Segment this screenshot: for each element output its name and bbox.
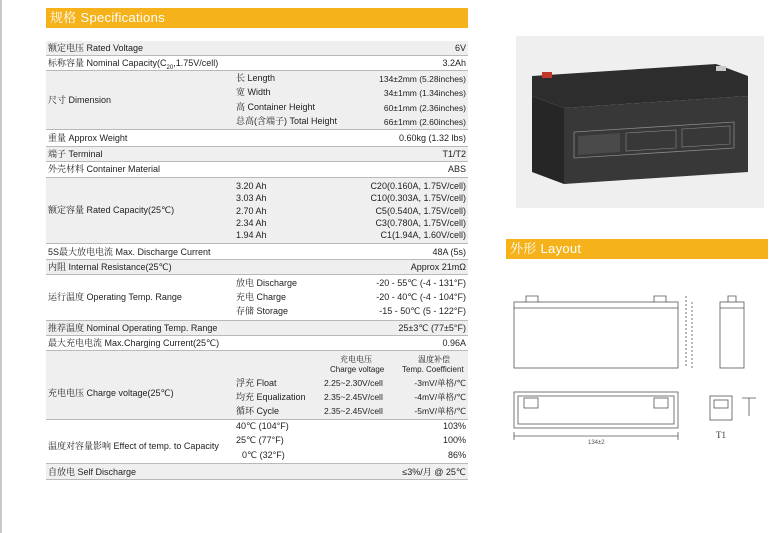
dimension-item-name: 总高(含端子) Total Height [236,116,338,126]
nominal-temp-value: 25±3℃ (77±5°F) [398,323,466,333]
rated-capacity-item-name: 2.34 Ah [236,218,267,228]
charge-mode-coef: -5mV/单格/℃ [414,406,466,416]
temp-coef-col-head-cn: 温度补偿 [418,355,450,364]
rated-capacity-item-name: 1.94 Ah [236,230,267,240]
rated-capacity-item-name: 2.70 Ah [236,206,267,216]
row-nominal-operating-temp [46,321,468,336]
temp-effect-item-value: 100% [442,435,466,445]
operating-temp-item-value: -20 - 40℃ (-4 - 104°F) [376,292,466,302]
charge-voltage-label: 充电电压 Charge voltage(25℃) [48,388,174,398]
left-margin-rule [0,0,2,533]
row-terminal [46,147,468,162]
temp-effect-item-value: 86% [447,450,466,460]
charge-mode-name: 循环 Cycle [236,406,280,416]
charge-mode-name: 浮充 Float [236,378,277,388]
row-max-discharge [46,244,468,260]
operating-temp-item-name: 放电 Discharge [236,278,298,288]
row-charge-voltage [46,351,468,420]
weight-label: 重量 Approx Weight [48,133,128,143]
row-rated-voltage [46,41,468,56]
length-dimension-label: 134±2 [588,440,605,446]
max-charging-value: 0.96A [442,338,466,348]
rated-capacity-item-name: 3.20 Ah [236,181,267,191]
nominal-capacity-label-a: 标称容量 Nominal Capacity(C [48,58,167,68]
row-self-discharge [46,464,468,480]
charge-mode-voltage: 2.25~2.30V/cell [324,378,383,388]
temp-effect-item-name: 40℃ (104°F) [236,421,289,431]
temp-effect-label: 温度对容量影响 Effect of temp. to Capacity [48,441,219,451]
charge-mode-name: 均充 Equalization [236,392,306,402]
row-max-charging [46,336,468,351]
temp-effect-item-name: 0℃ (32°F) [242,450,285,460]
dimension-item-value: 134±2mm (5.28inches) [379,74,466,84]
row-nominal-capacity [46,56,468,71]
dimension-item-value: 66±1mm (2.60inches) [383,117,466,127]
battery-illustration [516,36,764,208]
rated-capacity-item-value: C5(0.540A, 1.75V/cell) [375,206,466,216]
nominal-capacity-value: 3.2Ah [442,58,466,68]
row-rated-capacity [46,178,468,244]
rated-capacity-item-value: C1(1.94A, 1.60V/cell) [380,230,466,240]
temp-coef-col-head-en: Temp. Coefficient [402,365,464,374]
operating-temp-item-value: -15 - 50℃ (5 - 122°F) [379,306,466,316]
container-value: ABS [447,164,466,174]
nominal-capacity-label-sub: 20 [166,64,174,71]
nominal-temp-label: 推荐温度 Nominal Operating Temp. Range [48,323,218,333]
charge-mode-coef: -3mV/单格/℃ [414,378,466,388]
specifications-header: 规格 Specifications [46,8,468,28]
rated-capacity-label: 额定容量 Rated Capacity(25℃) [48,205,175,215]
rated-voltage-value: 6V [454,43,466,53]
internal-resistance-label: 内阻 Internal Resistance(25℃) [48,262,172,272]
terminal-value: T1/T2 [442,149,466,159]
temp-effect-item-value: 103% [442,421,466,431]
operating-temp-item-name: 充电 Charge [236,292,287,302]
temp-effect-item-name: 25℃ (77°F) [236,435,284,445]
rated-capacity-item-name: 3.03 Ah [236,193,267,203]
layout-header: 外形 Layout [506,239,768,259]
row-internal-resistance [46,260,468,275]
rated-voltage-label: 额定电压 Rated Voltage [48,43,144,53]
charge-voltage-col-head-cn: 充电电压 [340,355,372,364]
internal-resistance-value: Approx 21mΩ [410,262,466,272]
rated-capacity-item-value: C20(0.160A, 1.75V/cell) [370,181,466,191]
row-container-material [46,162,468,178]
dimension-item-name: 高 Container Height [236,102,316,112]
nominal-capacity-label-b: ,1.75V/cell) [173,58,219,68]
dimension-item-name: 长 Length [236,73,276,83]
max-discharge-label: 5S最大放电电流 Max. Discharge Current [48,247,211,257]
dimension-item-value: 60±1mm (2.36inches) [383,103,466,113]
dimension-item-value: 34±1mm (1.34inches) [383,88,466,98]
operating-temp-item-value: -20 - 55℃ (-4 - 131°F) [376,278,466,288]
terminal-label: 端子 Terminal [48,149,103,159]
operating-temp-label: 运行温度 Operating Temp. Range [48,292,182,302]
dimension-item-name: 宽 Width [236,87,271,97]
max-charging-label: 最大充电电流 Max.Charging Current(25℃) [48,338,220,348]
layout-technical-drawing [506,286,776,456]
charge-voltage-col-head-en: Charge voltage [330,365,385,374]
row-operating-temp [46,275,468,321]
dimension-label: 尺寸 Dimension [48,95,112,105]
row-temp-effect [46,420,468,464]
operating-temp-item-name: 存储 Storage [236,306,289,316]
weight-value: 0.60kg (1.32 lbs) [398,133,466,143]
dimension-drawing [506,286,776,456]
rated-capacity-item-value: C10(0.303A, 1.75V/cell) [370,193,466,203]
row-weight [46,130,468,147]
self-discharge-label: 自放电 Self Discharge [48,467,137,477]
terminal-t1-label: T1 [716,430,726,440]
max-discharge-value: 48A (5s) [432,247,466,257]
row-dimension [46,71,468,130]
rated-capacity-item-value: C3(0.780A, 1.75V/cell) [375,218,466,228]
charge-mode-voltage: 2.35~2.45V/cell [324,406,383,416]
charge-mode-coef: -4mV/单格/℃ [414,392,466,402]
battery-product-photo [516,36,764,208]
self-discharge-value: ≤3%/月 @ 25℃ [402,467,466,477]
container-label: 外壳材料 Container Material [48,164,161,174]
charge-mode-voltage: 2.35~2.45V/cell [324,392,383,402]
